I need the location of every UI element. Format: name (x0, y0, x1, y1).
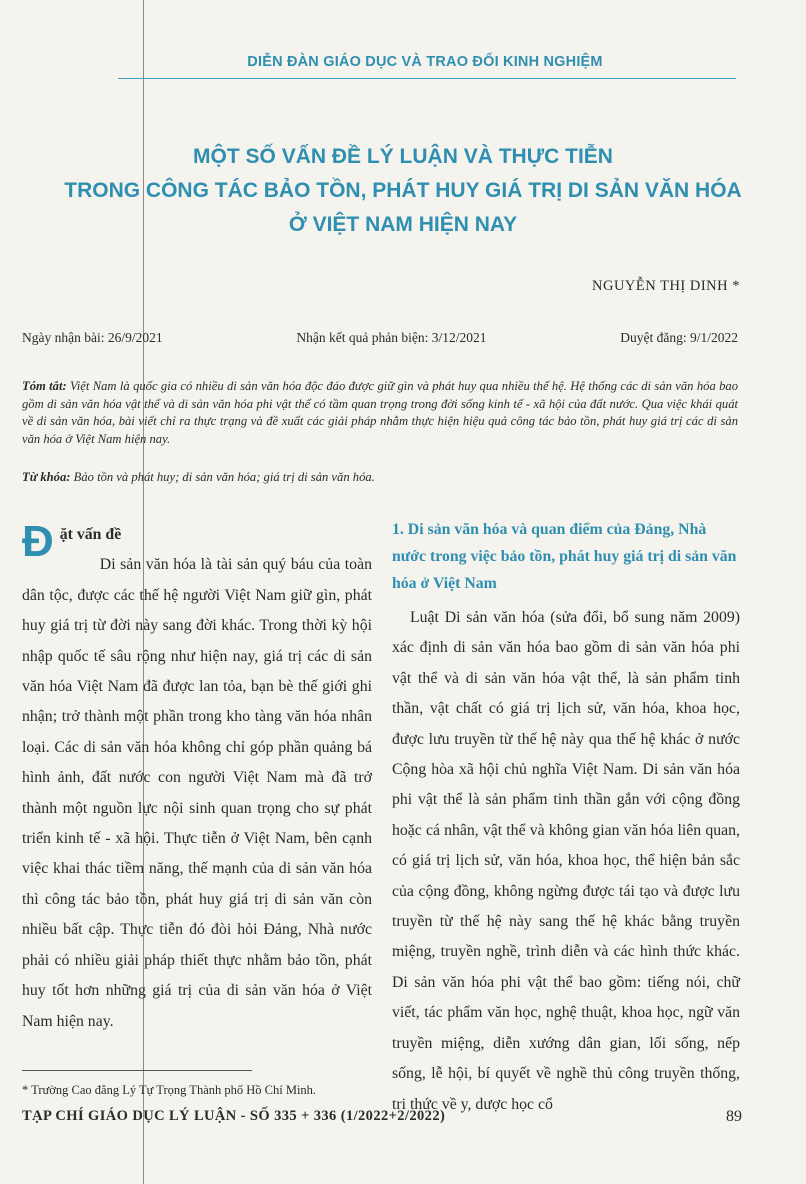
journal-name: TẠP CHÍ GIÁO DỤC LÝ LUẬN - SỐ 335 + 336 (1/2022+2/2022) (22, 1108, 446, 1124)
title-line-1: MỘT SỐ VẤN ĐỀ LÝ LUẬN VÀ THỰC TIỄN (193, 145, 613, 168)
article-dates (22, 330, 738, 346)
abstract-label: Tóm tắt: (22, 379, 67, 393)
page-footer (22, 1108, 742, 1126)
left-column (22, 517, 372, 1037)
keywords-label: Từ khóa: (22, 470, 71, 484)
section-header: DIỄN ĐÀN GIÁO DỤC VÀ TRAO ĐỔI KINH NGHIỆM (247, 54, 603, 70)
dropcap: Đ (22, 517, 54, 566)
footnote: * Trường Cao đẳng Lý Tự Trọng Thành phố Hồ Chí Minh. (22, 1083, 317, 1097)
abstract (22, 378, 738, 448)
article-title (40, 140, 766, 242)
keywords-text: Bảo tồn và phát huy; di sản văn hóa; giá trị di sản văn hóa. (70, 470, 375, 484)
header-rule (118, 78, 736, 79)
date-approved: Duyệt đăng: 9/1/2022 (620, 330, 738, 345)
date-reviewed: Nhận kết quả phản biện: 3/12/2021 (296, 330, 487, 345)
section-1-paragraph: Luật Di sản văn hóa (sửa đổi, bổ sung năm 2009) xác định di sản văn hóa bao gồm di sản văn hóa phi vật thể và di sản văn hóa vật thể, là sản phẩm tinh thần, vật chất có giá trị lịch sử, văn hóa, khoa học, được lưu truyền từ thế hệ này qua thế hệ khác ở nước Cộng hòa xã hội chủ nghĩa Việt Nam. Di sản văn hóa phi vật thể là sản phẩm tinh thần gắn với cộng đồng hoặc cá nhân, vật thể và không gian văn hóa liên quan, có giá trị lịch sử, văn hóa, khoa học, thể hiện bản sắc của cộng đồng, không ngừng được tái tạo và được lưu truyền từ thế hệ này sang thế hệ khác bằng truyền miệng, truyền nghề, trình diễn và các hình thức khác. Di sản văn hóa phi vật thể bao gồm: tiếng nói, chữ viết, tác phẩm văn học, nghệ thuật, khoa học, ngữ văn truyền miệng, diễn xướng dân gian, lối sống, nếp sống, lễ hội, bí quyết về nghề thủ công truyền thống, tri thức về y, dược học cổ (392, 609, 740, 1113)
page-number: 89 (726, 1108, 742, 1125)
right-column (392, 516, 740, 1120)
intro-paragraph: Di sản văn hóa là tài sản quý báu của toàn dân tộc, được các thế hệ người Việt Nam giữ gìn, phát huy giá trị từ đời này sang đời khác. Trong thời kỳ hội nhập quốc tế sâu rộng như hiện nay, giá trị các di sản văn hóa Việt Nam đã được lan tỏa, bạn bè thế giới ghi nhận; trở thành một phần trong kho tàng văn hóa nhân loại. Các di sản văn hóa không chỉ góp phần quảng bá hình ảnh, đất nước con người Việt Nam mà đã trở thành một nguồn lực nội sinh quan trọng cho sự phát triển kinh tế - xã hội. Thực tiễn ở Việt Nam, bên cạnh việc khai thác tiềm năng, thế mạnh của di sản văn hóa thì công tác bảo tồn, phát huy giá trị di sản văn còn nhiều bất cập. Thực tiễn đó đòi hỏi Đảng, Nhà nước phải có nhiều giải pháp thiết thực nhằm bảo tồn, phát huy tốt hơn những giá trị của di sản văn hóa ở Việt Nam hiện nay. (22, 556, 372, 1030)
title-line-3: Ở VIỆT NAM HIỆN NAY (288, 213, 518, 236)
title-line-2: TRONG CÔNG TÁC BẢO TỒN, PHÁT HUY GIÁ TRỊ DI SẢN VĂN HÓA (64, 179, 742, 202)
keywords (22, 470, 738, 485)
author-name: NGUYỄN THỊ DINH * (592, 278, 740, 294)
section-1-title: 1. Di sản văn hóa và quan điểm của Đảng, Nhà nước trong việc bảo tồn, phát huy giá trị di sản văn hóa ở Việt Nam (392, 521, 737, 592)
date-received: Ngày nhận bài: 26/9/2021 (22, 330, 163, 345)
intro-heading: ặt vấn đề (59, 526, 122, 543)
abstract-text: Việt Nam là quốc gia có nhiều di sản văn hóa độc đáo được giữ gìn và phát huy qua nhiều thế hệ. Hệ thống các di sản văn hóa bao gồm di sản văn hóa vật thể và di sản văn hóa phi vật thể có tầm quan trọng trong đời sống kinh tế - xã hội của đất nước. Qua việc khái quát về di sản văn hóa, bài viết chỉ ra thực trạng và đề xuất các giải pháp nhằm thực hiện hiệu quả công tác bảo tồn, phát huy giá trị các di sản văn hóa ở Việt Nam hiện nay. (22, 379, 738, 446)
footnote-rule (22, 1070, 252, 1071)
